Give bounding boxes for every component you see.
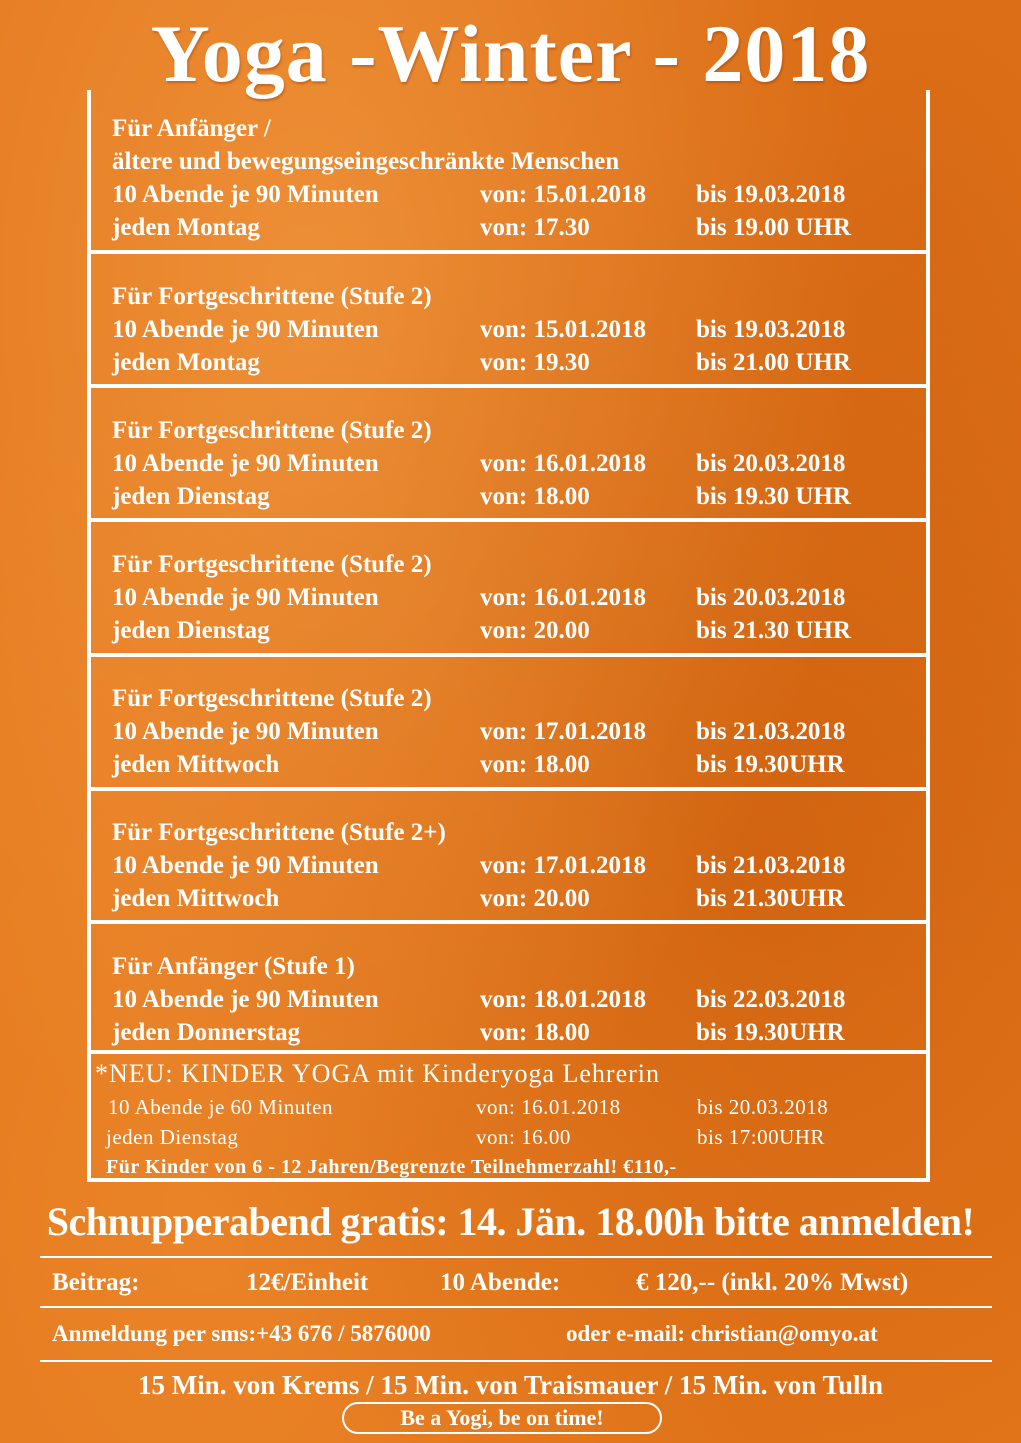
divider xyxy=(40,1256,992,1258)
course-title: Für Fortgeschrittene (Stufe 2) xyxy=(112,417,432,444)
course-divider xyxy=(87,653,930,657)
fee-per-unit: 12€/Einheit xyxy=(246,1269,369,1296)
registration-email[interactable]: oder e-mail: christian@omyo.at xyxy=(566,1321,878,1346)
course-end-date: bis 21.03.2018 xyxy=(696,852,846,879)
kinder-start-time: von: 16.00 xyxy=(476,1125,571,1149)
location-info: 15 Min. von Krems / 15 Min. von Traismauer / 15 Min. von Tulln xyxy=(137,1370,884,1400)
course-duration: 10 Abende je 90 Minuten xyxy=(112,986,379,1013)
registration-sms: Anmeldung per sms:+43 676 / 5876000 xyxy=(52,1321,431,1346)
kinder-yoga-heading: *NEU: KINDER YOGA mit Kinderyoga Lehrerin xyxy=(95,1059,660,1088)
course-end-time: bis 19.30UHR xyxy=(696,1019,845,1046)
course-start-time: von: 17.30 xyxy=(480,214,590,241)
course-end-date: bis 19.03.2018 xyxy=(696,316,846,343)
course-divider xyxy=(87,518,930,522)
fee-evenings: 10 Abende: xyxy=(440,1269,561,1296)
course-day: jeden Mittwoch xyxy=(112,885,280,912)
fee-total: € 120,-- (inkl. 20% Mwst) xyxy=(636,1269,909,1296)
course-end-date: bis 21.03.2018 xyxy=(696,718,846,745)
course-title: Für Anfänger (Stufe 1) xyxy=(112,953,355,980)
course-divider xyxy=(87,1050,930,1054)
fee-label: Beitrag: xyxy=(52,1269,140,1296)
course-subtitle: ältere und bewegungseingeschränkte Menschen xyxy=(112,148,620,175)
kinder-start-date: von: 16.01.2018 xyxy=(476,1095,621,1119)
course-end-time: bis 19.30 UHR xyxy=(696,483,851,510)
kinder-duration: 10 Abende je 60 Minuten xyxy=(108,1095,333,1119)
course-day: jeden Mittwoch xyxy=(112,751,280,778)
course-start-date: von: 16.01.2018 xyxy=(480,584,646,611)
kinder-day: jeden Dienstag xyxy=(106,1125,239,1149)
kinder-end-date: bis 20.03.2018 xyxy=(697,1095,829,1119)
course-end-date: bis 20.03.2018 xyxy=(696,450,846,477)
course-end-time: bis 21.30UHR xyxy=(696,885,845,912)
divider xyxy=(40,1306,992,1308)
course-divider xyxy=(87,384,930,388)
course-duration: 10 Abende je 90 Minuten xyxy=(112,584,379,611)
course-end-date: bis 22.03.2018 xyxy=(696,986,846,1013)
course-end-date: bis 20.03.2018 xyxy=(696,584,846,611)
course-duration: 10 Abende je 90 Minuten xyxy=(112,718,379,745)
page-title: Yoga -Winter - 2018 xyxy=(150,8,871,99)
trial-evening-banner: Schnupperabend gratis: 14. Jän. 18.00h bitte anmelden! xyxy=(46,1199,975,1244)
course-day: jeden Montag xyxy=(112,349,260,376)
course-end-time: bis 19.30UHR xyxy=(696,751,845,778)
course-duration: 10 Abende je 90 Minuten xyxy=(112,450,379,477)
course-start-time: von: 19.30 xyxy=(480,349,590,376)
course-day: jeden Dienstag xyxy=(112,483,270,510)
course-divider xyxy=(87,250,930,254)
course-start-time: von: 20.00 xyxy=(480,617,590,644)
course-title: Für Anfänger / xyxy=(112,115,271,142)
course-end-time: bis 21.00 UHR xyxy=(696,349,851,376)
course-title: Für Fortgeschrittene (Stufe 2) xyxy=(112,685,432,712)
course-end-time: bis 21.30 UHR xyxy=(696,617,851,644)
course-duration: 10 Abende je 90 Minuten xyxy=(112,181,379,208)
course-start-date: von: 17.01.2018 xyxy=(480,718,646,745)
course-start-date: von: 16.01.2018 xyxy=(480,450,646,477)
course-end-date: bis 19.03.2018 xyxy=(696,181,846,208)
course-title: Für Fortgeschrittene (Stufe 2+) xyxy=(112,819,446,846)
course-start-date: von: 18.01.2018 xyxy=(480,986,646,1013)
course-start-date: von: 15.01.2018 xyxy=(480,316,646,343)
course-start-date: von: 17.01.2018 xyxy=(480,852,646,879)
course-divider xyxy=(87,920,930,924)
course-start-time: von: 18.00 xyxy=(480,1019,590,1046)
course-day: jeden Montag xyxy=(112,214,260,241)
motto-badge: Be a Yogi, be on time! xyxy=(342,1402,662,1434)
course-start-time: von: 18.00 xyxy=(480,483,590,510)
course-end-time: bis 19.00 UHR xyxy=(696,214,851,241)
divider xyxy=(40,1360,992,1362)
course-title: Für Fortgeschrittene (Stufe 2) xyxy=(112,283,432,310)
course-start-time: von: 20.00 xyxy=(480,885,590,912)
course-duration: 10 Abende je 90 Minuten xyxy=(112,316,379,343)
kinder-end-time: bis 17:00UHR xyxy=(697,1125,825,1149)
course-title: Für Fortgeschrittene (Stufe 2) xyxy=(112,551,432,578)
course-day: jeden Donnerstag xyxy=(112,1019,301,1046)
kinder-note: Für Kinder von 6 - 12 Jahren/Begrenzte Teilnehmerzahl! €110,- xyxy=(106,1156,677,1178)
course-day: jeden Dienstag xyxy=(112,617,270,644)
course-duration: 10 Abende je 90 Minuten xyxy=(112,852,379,879)
course-start-date: von: 15.01.2018 xyxy=(480,181,646,208)
course-divider xyxy=(87,787,930,791)
course-start-time: von: 18.00 xyxy=(480,751,590,778)
